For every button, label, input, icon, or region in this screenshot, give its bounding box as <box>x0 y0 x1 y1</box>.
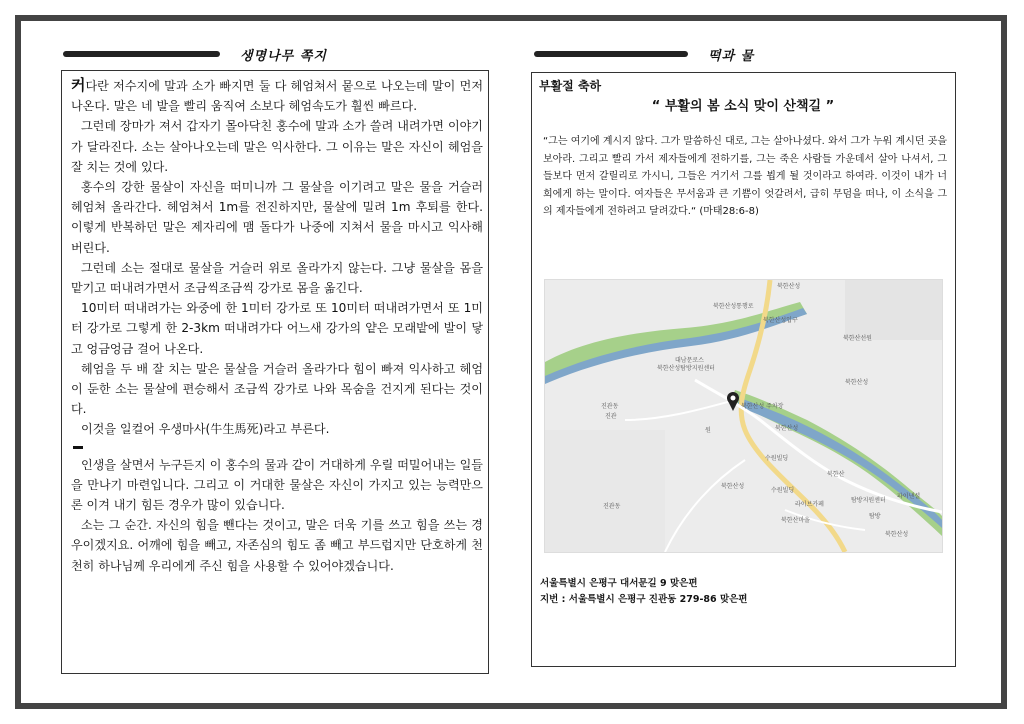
map-label: 북한산선원 <box>843 335 872 342</box>
map-label: 탐방 <box>869 513 881 520</box>
scripture-quote: “그는 여기에 계시지 않다. 그가 말씀하신 대로, 그는 살아나셨다. 와서 그가 누워 계시던 곳을 보아라. 그리고 빨리 가서 제자들에게 전하기를, 그는 죽은 사람들 가운데서 살아 나셔서, 그들보다 먼저 갈릴리로 가시니, 그들은 거기서 그를 뵙게 될 것이라고 하여라. 이것이 내가 너희에게 하는 말이다. 여자들은 무서움과 큰 기쁨이 엇갈려서, 급히 무덤을 떠나, 이 소식을 그의 제자들에게 전하려고 달려갔다.“ (마태28:6-8) <box>543 136 947 217</box>
map-label: 북한산마을 <box>781 517 810 524</box>
map-label: 진관동 <box>603 503 621 510</box>
article-paragraph: 그런데 장마가 져서 갑자기 몰아닥친 홍수에 말과 소가 쓸려 내려가면 이야기가 달라진다. 소는 살아나오는데 말은 익사한다. 그 이유는 말은 자신이 헤엄을 잘 치는 것에 있다. <box>71 119 483 174</box>
article-paragraph: 10미터 떠내려가는 와중에 한 1미터 강가로 또 10미터 떠내려가면서 또 1미터 강가로 그렇게 한 2-3km 떠내려가다 어느새 강가의 얕은 모래밭에 발이 닿고 엉금엉금 걸어 나온다. <box>71 301 483 356</box>
left-column-box <box>61 70 489 674</box>
map-label: 수원빌딩 <box>771 487 795 494</box>
reflection-paragraph: 소는 그 순간. 자신의 힘을 뺀다는 것이고, 말은 더욱 기를 쓰고 힘을 쓰는 경우이겠지요. 어깨에 힘을 빼고, 자존심의 힘도 좀 빼고 부드럽지만 단호하게 천천히 하나님께 우리에게 주신 힘을 사용할 수 있어야겠습니다. <box>71 518 483 573</box>
map-label: 라이브카페 <box>795 501 824 508</box>
map-label: 진관 <box>605 413 617 420</box>
location-map[interactable] <box>544 279 943 553</box>
map-label: 북한산성 <box>721 483 745 490</box>
map-label: 북한산성입구 <box>763 317 798 324</box>
map-graphic <box>545 280 942 552</box>
section-divider-mark <box>73 446 83 449</box>
article-paragraph: 헤엄을 두 배 잘 치는 말은 물살을 거슬러 올라가다 힘이 빠져 익사하고 헤엄이 둔한 소는 물살에 편승해서 조금씩 강가로 나와 목숨을 건지게 된다는 것이다. <box>71 361 483 417</box>
article-paragraph: 커다란 저수지에 말과 소가 빠지면 둘 다 헤엄쳐서 뭍으로 나오는데 말이 먼저 나온다. 말은 네 발을 빨리 움직여 소보다 헤엄속도가 훨씬 빠르다. <box>71 76 483 114</box>
map-label: 진관동 <box>601 403 619 410</box>
map-label: 수원빌딩 <box>765 455 789 462</box>
address-road: 서울특별시 은평구 대서문길 9 맞은편 <box>540 578 698 589</box>
reflection-paragraph: 인생을 살면서 누구든지 이 홍수의 물과 같이 거대하게 우릴 떠밀어내는 일들을 만나기 마련입니다. 그리고 이 거대한 물살은 자신이 가지고 있는 능력만으론 이겨 내기 힘든 경우가 많이 있습니다. <box>71 457 483 513</box>
article-paragraph: 그런데 소는 절대로 물살을 거슬러 위로 올라가지 않는다. 그냥 물살을 몸을 맡기고 떠내려가면서 조금씩조금씩 강가로 몸을 옮긴다. <box>71 260 483 296</box>
left-header-title: 생명나무 쪽지 <box>240 49 327 64</box>
map-label: 원 <box>705 427 711 434</box>
map-label: 북한산성 <box>777 283 801 290</box>
map-land-area <box>845 280 942 340</box>
map-label: 북한산성 <box>885 531 909 538</box>
dropcap: 커 <box>71 76 86 94</box>
map-label: 북한산성 <box>775 425 799 432</box>
article-paragraph: 홍수의 강한 물살이 자신을 떠미니까 그 물살을 이기려고 말은 물을 거슬러 헤엄쳐 올라간다. 헤엄쳐서 1m를 전진하지만, 물살에 밀려 1m 후퇴를 한다. 이렇게 반복하던 말은 제자리에 맴 돌다가 나중에 지쳐서 물을 마시고 익사해 버린다. <box>71 180 483 255</box>
article-paragraph: 이것을 일컬어 우생마사(牛生馬死)라고 부른다. <box>81 422 330 437</box>
address-lot: 지번 : 서울특별시 은평구 진관동 279-86 맞은편 <box>540 594 748 605</box>
article-body <box>71 75 483 576</box>
left-header-bar <box>63 51 220 57</box>
map-label: 북한산 <box>827 471 845 478</box>
right-column-box <box>531 72 956 667</box>
map-label: 탐방지원센터 <box>851 497 886 504</box>
map-label: 북한산성 <box>845 379 869 386</box>
map-label: 대남문로스 <box>675 357 704 364</box>
map-label: 북한산성 주차장 <box>741 403 784 410</box>
event-title: 부활절 축하 <box>539 79 602 93</box>
map-label: 파이낸셜 <box>897 493 921 500</box>
event-subtitle: “ 부활의 봄 소식 맞이 산책길 ” <box>651 99 835 114</box>
right-header-title: 떡과 물 <box>708 49 755 64</box>
map-label: 북한산성탐방지원센터 <box>657 365 715 372</box>
right-header-bar <box>534 51 688 57</box>
map-land-area <box>545 430 665 552</box>
map-label: 북한산성통행로 <box>713 303 754 310</box>
